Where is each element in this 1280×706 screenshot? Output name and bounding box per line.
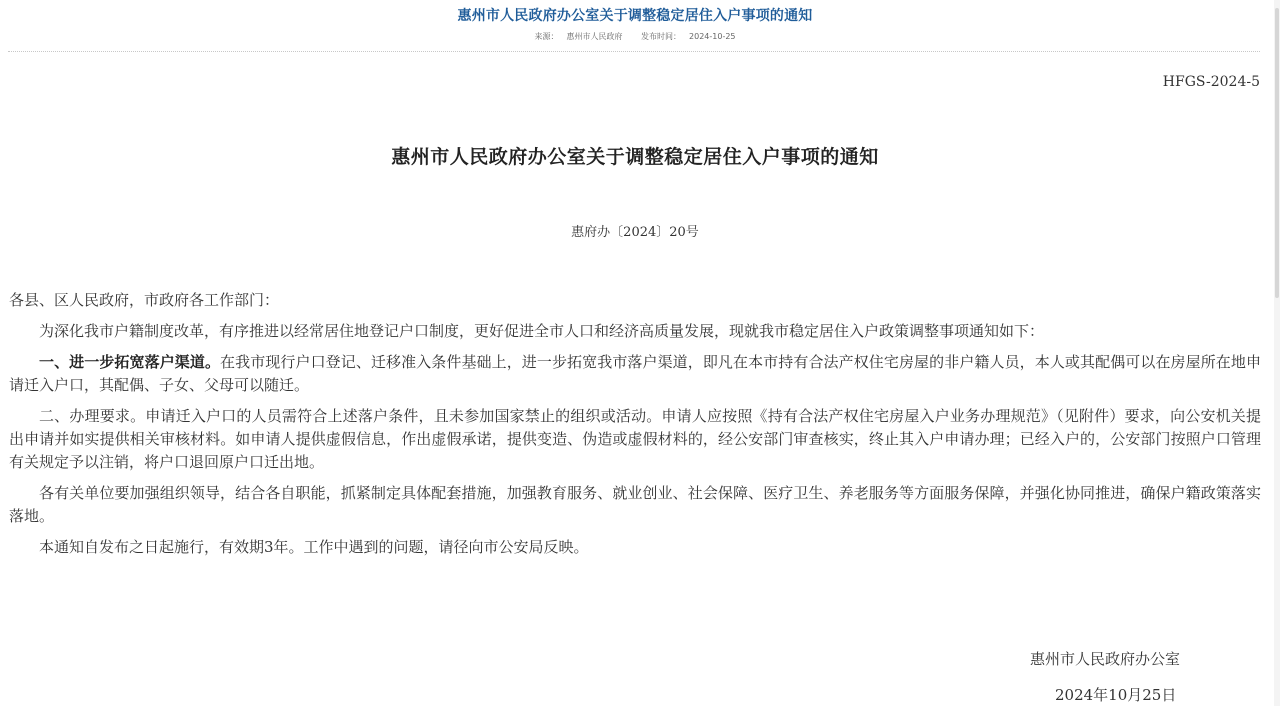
signature-org: 惠州市人民政府办公室 — [1030, 650, 1181, 668]
section-2-paragraph — [9, 405, 1261, 474]
document-body — [9, 289, 1261, 567]
source-label: 来源： — [534, 32, 559, 41]
header-meta — [0, 31, 1270, 42]
salutation: 各县、区人民政府，市政府各工作部门： — [9, 291, 280, 309]
paragraph-3: 各有关单位要加强组织领导，结合各自职能，抓紧制定具体配套措施，加强教育服务、就业创业、社会保障、医疗卫生、养老服务等方面服务保障，并强化协同推进，确保户籍政策落实落地。 — [9, 484, 1261, 525]
paragraph-4: 本通知自发布之日起施行，有效期3年。工作中遇到的问题，请径向市公安局反映。 — [39, 538, 589, 556]
publish-date-info — [637, 32, 740, 41]
intro-paragraph: 为深化我市户籍制度改革，有序推进以经常居住地登记户口制度，更好促进全市人口和经济高质量发展，现就我市稳定居住入户政策调整事项通知如下： — [39, 322, 1045, 340]
signature-date: 2024年10月25日 — [1055, 686, 1177, 704]
page-header — [0, 0, 1280, 52]
scrollbar-thumb[interactable] — [1275, 8, 1279, 298]
source-value: 惠州市人民政府 — [566, 32, 623, 41]
header-title: 惠州市人民政府办公室关于调整稳定居住入户事项的通知 — [457, 8, 813, 24]
date-label: 发布时间： — [641, 32, 682, 41]
document-number: 惠府办〔2024〕20号 — [571, 225, 699, 240]
section-2-heading: 二、办理要求。 — [39, 407, 146, 425]
document-code: HFGS-2024-5 — [1162, 74, 1260, 90]
source-info — [530, 32, 626, 41]
section-1-paragraph — [9, 351, 1261, 397]
header-divider — [8, 51, 1260, 52]
section-2-text: 申请迁入户口的人员需符合上述落户条件，且未参加国家禁止的组织或活动。申请人应按照《持有合法产权住宅房屋入户业务办理规范》（见附件）要求，向公安机关提出申请并如实提供相关审核材料。如申请人提供虚假信息，作出虚假承诺，提供变造、伪造或虚假材料的，经公安部门审查核实，终止其入户申请办理；已经入户的，公安部门按照户口管理有关规定予以注销，将户口退回原户口迁出地。 — [9, 407, 1261, 471]
vertical-scrollbar[interactable] — [1274, 0, 1280, 706]
section-1-heading: 一、进一步拓宽落户渠道。 — [39, 353, 221, 371]
document-title: 惠州市人民政府办公室关于调整稳定居住入户事项的通知 — [391, 146, 879, 168]
section-1-text: 在我市现行户口登记、迁移准入条件基础上，进一步拓宽我市落户渠道，即凡在本市持有合法产权住宅房屋的非户籍人员，本人或其配偶可以在房屋所在地申请迁入户口，其配偶、子女、父母可以随迁。 — [9, 353, 1261, 394]
date-value: 2024-10-25 — [689, 32, 736, 41]
